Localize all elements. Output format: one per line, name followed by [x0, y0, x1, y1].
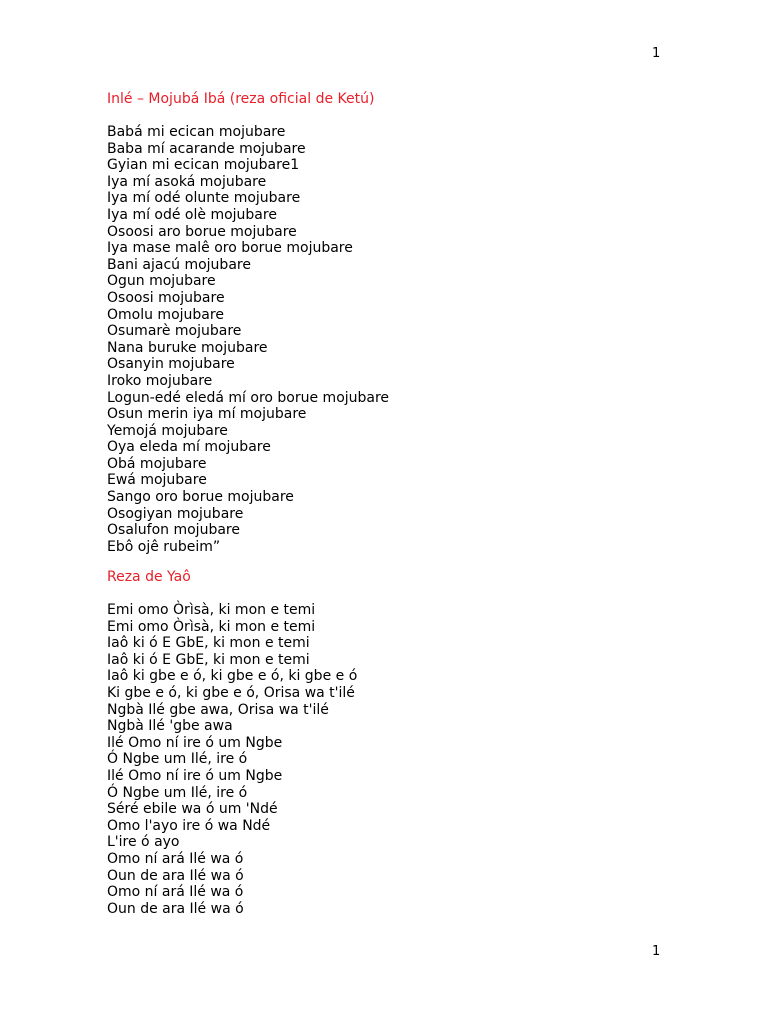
text-line: Osalufon mojubare — [107, 522, 240, 539]
text-line: Iaô ki ó E GbE, ki mon e temi — [107, 635, 310, 652]
text-line: Yemojá mojubare — [107, 422, 228, 439]
text-line: Iya mí asoká mojubare — [107, 173, 267, 190]
section-heading-yao: Reza de Yaô — [107, 569, 191, 585]
text-line: Ilé Omo ní ire ó um Ngbe — [107, 734, 283, 751]
text-line: Gyian mi ecican mojubare1 — [107, 157, 300, 174]
text-line: Ngbà Ilé 'gbe awa — [107, 718, 233, 735]
text-line: Omo l'ayo ire ó wa Ndé — [107, 817, 271, 834]
prayer-lines-yao — [107, 602, 357, 917]
text-line: Ebô ojê rubeim” — [107, 538, 221, 555]
text-line: Oya eleda mí mojubare — [107, 439, 271, 456]
text-line: Iya mí odé olè mojubare — [107, 206, 277, 223]
text-line: Bani ajacú mojubare — [107, 256, 251, 273]
text-line: L'ire ó ayo — [107, 834, 180, 851]
text-line: Iaô ki ó E GbE, ki mon e temi — [107, 651, 310, 668]
page-number-bottom: 1 — [652, 944, 661, 959]
text-line: Emi omo Òrìsà, ki mon e temi — [107, 618, 316, 635]
text-line: Iaô ki gbe e ó, ki gbe e ó, ki gbe e ó — [107, 668, 358, 685]
text-line: Iya mí odé olunte mojubare — [107, 190, 301, 207]
text-line: Nana buruke mojubare — [107, 339, 268, 356]
text-line: Omo ní ará Ilé wa ó — [107, 884, 244, 901]
text-line: Séré ebile wa ó um 'Ndé — [107, 801, 278, 818]
text-line: Iya mase malê oro borue mojubare — [107, 240, 353, 257]
text-line: Ngbà Ilé gbe awa, Orisa wa t'ilé — [107, 701, 329, 718]
text-line: Emi omo Òrìsà, ki mon e temi — [107, 602, 316, 618]
text-line: Osogiyan mojubare — [107, 505, 244, 522]
text-line: Sango oro borue mojubare — [107, 489, 294, 506]
text-line: Osoosi aro borue mojubare — [107, 223, 297, 240]
text-line: Iroko mojubare — [107, 372, 213, 389]
text-line: Omolu mojubare — [107, 306, 224, 323]
prayer-lines-mojuba — [107, 124, 389, 555]
text-line: Baba mí acarande mojubare — [107, 140, 306, 157]
page-number-top: 1 — [652, 46, 661, 61]
section-heading-mojuba: Inlé – Mojubá Ibá (reza oficial de Ketú) — [107, 91, 375, 107]
text-line: Oun de ara Ilé wa ó — [107, 867, 244, 884]
text-line: Babá mi ecican mojubare — [107, 124, 286, 140]
text-line: Logun-edé eledá mí oro borue mojubare — [107, 389, 390, 406]
text-line: Ó Ngbe um Ilé, ire ó — [107, 784, 248, 801]
text-line: Omo ní ará Ilé wa ó — [107, 850, 244, 867]
text-line: Osoosi mojubare — [107, 289, 225, 306]
text-line: Ó Ngbe um Ilé, ire ó — [107, 751, 248, 768]
text-line: Ki gbe e ó, ki gbe e ó, Orisa wa t'ilé — [107, 684, 355, 701]
text-line: Ogun mojubare — [107, 273, 216, 290]
text-line: Osanyin mojubare — [107, 356, 235, 373]
text-line: Osun merin iya mí mojubare — [107, 406, 307, 423]
text-line: Ilé Omo ní ire ó um Ngbe — [107, 767, 283, 784]
text-line: Oun de ara Ilé wa ó — [107, 900, 244, 917]
text-line: Obá mojubare — [107, 455, 207, 472]
text-line: Osumarè mojubare — [107, 323, 242, 340]
text-line: Ewá mojubare — [107, 472, 207, 489]
